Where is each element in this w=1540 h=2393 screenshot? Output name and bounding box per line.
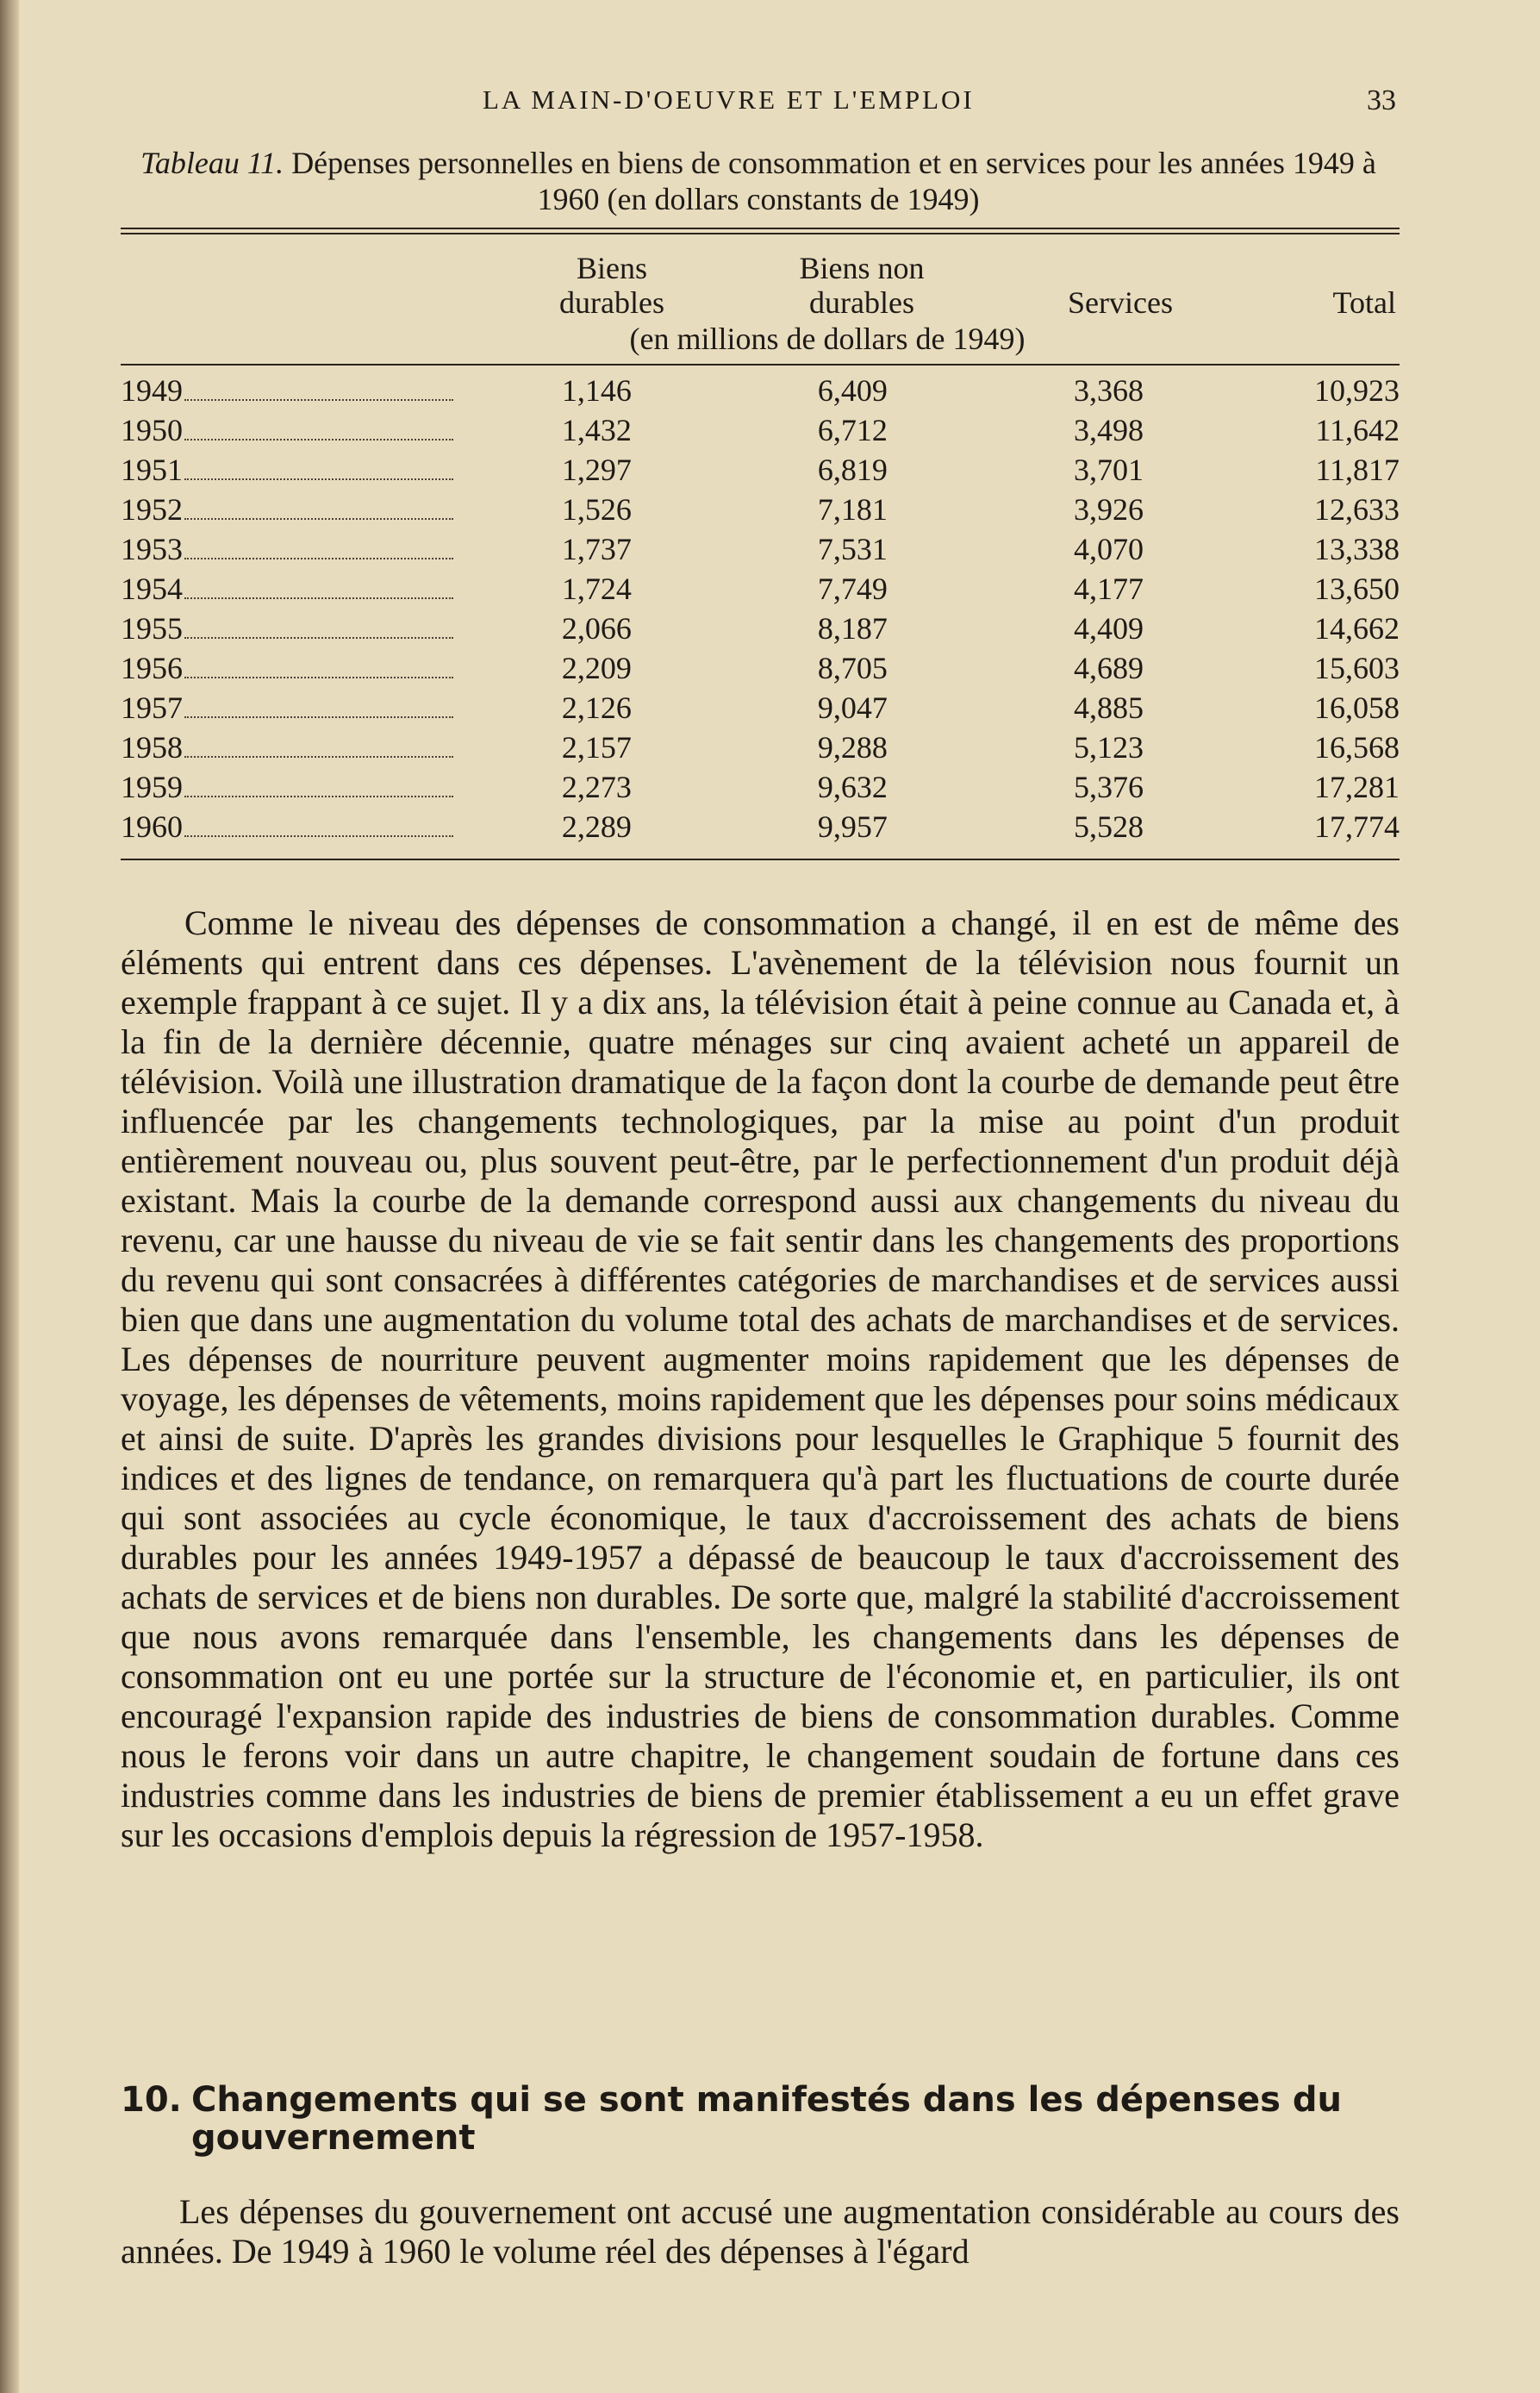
cell-non-durables: 9,047	[817, 690, 888, 725]
cell-total: 17,281	[1314, 770, 1400, 804]
cell-non-durables: 9,288	[817, 730, 888, 765]
row-year: 1949	[121, 373, 183, 408]
cell-total: 11,642	[1315, 413, 1400, 447]
cell-total: 11,817	[1315, 453, 1400, 487]
section-title: Changements qui se sont manifestés dans les dépenses du gouvernement	[191, 2080, 1342, 2158]
row-year: 1953	[121, 532, 183, 566]
table-caption-label: Tableau 11.	[140, 146, 284, 180]
cell-services: 4,070	[1073, 532, 1144, 566]
cell-total: 17,774	[1314, 809, 1400, 844]
col-header-durables-line1: Biens	[576, 251, 647, 285]
cell-non-durables: 9,957	[817, 809, 888, 844]
cell-durables: 1,297	[561, 453, 632, 487]
cell-non-durables: 8,187	[817, 611, 888, 646]
cell-services: 5,376	[1073, 770, 1144, 804]
cell-durables: 2,209	[561, 651, 632, 685]
table-caption	[121, 145, 1396, 218]
cell-durables: 1,432	[561, 413, 632, 447]
cell-services: 5,123	[1073, 730, 1144, 765]
cell-services: 4,689	[1073, 651, 1144, 685]
table-row	[121, 412, 1400, 452]
table-top-rule	[121, 228, 1400, 234]
cell-non-durables: 9,632	[817, 770, 888, 804]
col-header-total: Total	[1332, 285, 1396, 320]
row-year: 1958	[121, 730, 183, 765]
table-row	[121, 452, 1400, 491]
cell-total: 12,633	[1314, 492, 1400, 527]
cell-durables: 1,724	[561, 572, 632, 606]
table-body	[121, 366, 1400, 848]
col-header-nondurables-line1: Biens non	[799, 251, 925, 285]
body-text	[121, 903, 1400, 1855]
row-year: 1955	[121, 611, 183, 646]
col-header-durables	[526, 252, 698, 320]
row-year: 1952	[121, 492, 183, 527]
cell-services: 4,409	[1073, 611, 1144, 646]
cell-services: 3,498	[1073, 413, 1144, 447]
table-row	[121, 610, 1400, 650]
col-header-services: Services	[1068, 285, 1173, 320]
cell-durables: 2,066	[561, 611, 632, 646]
cell-durables: 2,126	[561, 690, 632, 725]
cell-services: 3,926	[1073, 492, 1144, 527]
col-header-nondurables	[758, 252, 965, 320]
running-title: LA MAIN-D'OEUVRE ET L'EMPLOI	[483, 84, 975, 115]
cell-non-durables: 6,409	[817, 373, 888, 408]
cell-durables: 1,526	[561, 492, 632, 527]
paragraph-consumption: Comme le niveau des dépenses de consommation a changé, il en est de même des éléments qui entrent dans ces dépenses. L'avènement de la télévision nous fournit un exemple frappant à ce sujet. Il y a dix ans, la télévision était à peine connue au Canada et, à la fin de la dernière décennie, quatre ménages sur cinq avaient acheté un appareil de télévision. Voilà une illustration dramatique de la façon dont la courbe de demande peut être influencée par les changements technologiques, par la mise au point d'un produit entièrement nouveau ou, plus souvent peut-être, par le perfectionnement d'un produit déjà existant. Mais la courbe de la demande correspond aussi aux changements du niveau du revenu, car une hausse du niveau de vie se fait sentir dans les changements des proportions du revenu qui sont consacrées à différentes catégories de marchandises et de services aussi bien que dans une augmentation du volume total des achats de marchandises et de services. Les dépenses de nourriture peuvent augmenter moins rapidement que les dépenses de voyage, les dépenses de vêtements, moins rapidement que les dépenses pour soins médicaux et ainsi de suite. D'après les grandes divisions pour lesquelles le Graphique 5 fournit des indices et des lignes de tendance, on remarquera qu'à part les fluctuations de courte durée qui sont associées au cycle économique, le taux d'accroissement des achats de biens durables pour les années 1949-1957 a dépassé de beaucoup le taux d'accroissement des achats de services et de biens non durables. De sorte que, malgré la stabilité d'accroissement que nous avons remarquée dans l'ensemble, les changements dans les dépenses de consommation ont eu une portée sur la structure de l'économie et, en particulier, ils ont encouragé l'expansion rapide des industries de biens de consommation durables. Comme nous le ferons voir dans un autre chapitre, le changement soudain de fortune dans ces industries comme dans les industries de biens de premier établissement a eu un effet grave sur les occasions d'emplois depuis la régression de 1957-1958.	[121, 903, 1400, 1854]
row-year: 1959	[121, 770, 183, 804]
table-bottom-rule	[121, 859, 1400, 860]
row-year: 1957	[121, 690, 183, 725]
col-header-nondurables-line2: durables	[809, 284, 914, 320]
table-row	[121, 491, 1400, 531]
col-header-durables-line2: durables	[559, 284, 664, 320]
cell-services: 4,885	[1073, 690, 1144, 725]
cell-total: 16,568	[1314, 730, 1400, 765]
table-row	[121, 571, 1400, 610]
cell-services: 3,368	[1073, 373, 1144, 408]
row-year: 1951	[121, 453, 183, 487]
cell-durables: 1,737	[561, 532, 632, 566]
section-number: 10.	[121, 2080, 182, 2120]
cell-total: 16,058	[1314, 690, 1400, 725]
cell-services: 4,177	[1073, 572, 1144, 606]
cell-non-durables: 7,181	[817, 492, 888, 527]
cell-total: 13,650	[1314, 572, 1400, 606]
row-year: 1954	[121, 572, 183, 606]
paragraph-government: Les dépenses du gouvernement ont accusé une augmentation considérable au cours des années. De 1949 à 1960 le volume réel des dépenses à l'égard	[121, 2192, 1400, 2271]
table-caption-text: Dépenses personnelles en biens de consommation et en services pour les années 1949 à 1960 (en dollars constants de 1949)	[291, 146, 1376, 217]
table-row	[121, 372, 1400, 412]
table-row	[121, 729, 1400, 769]
cell-total: 14,662	[1314, 611, 1400, 646]
row-year: 1956	[121, 651, 183, 685]
cell-non-durables: 8,705	[817, 651, 888, 685]
table-row	[121, 809, 1400, 848]
body-text-2	[121, 2192, 1400, 2271]
cell-non-durables: 7,531	[817, 532, 888, 566]
cell-durables: 2,273	[561, 770, 632, 804]
cell-services: 5,528	[1073, 809, 1144, 844]
expenditure-table	[121, 228, 1400, 860]
table-row	[121, 690, 1400, 729]
cell-total: 15,603	[1314, 651, 1400, 685]
cell-services: 3,701	[1073, 453, 1144, 487]
cell-non-durables: 7,749	[817, 572, 888, 606]
cell-non-durables: 6,712	[817, 413, 888, 447]
row-year: 1950	[121, 413, 183, 447]
cell-total: 10,923	[1314, 373, 1400, 408]
page-number: 33	[1367, 84, 1396, 116]
table-row	[121, 769, 1400, 809]
cell-non-durables: 6,819	[817, 453, 888, 487]
section-heading	[121, 2081, 1400, 2157]
row-year: 1960	[121, 809, 183, 844]
table-row	[121, 531, 1400, 571]
unit-note: (en millions de dollars de 1949)	[629, 322, 1026, 356]
cell-total: 13,338	[1314, 532, 1400, 566]
cell-durables: 1,146	[561, 373, 632, 408]
table-row	[121, 650, 1400, 690]
cell-durables: 2,289	[561, 809, 632, 844]
cell-durables: 2,157	[561, 730, 632, 765]
table-header	[121, 234, 1400, 364]
